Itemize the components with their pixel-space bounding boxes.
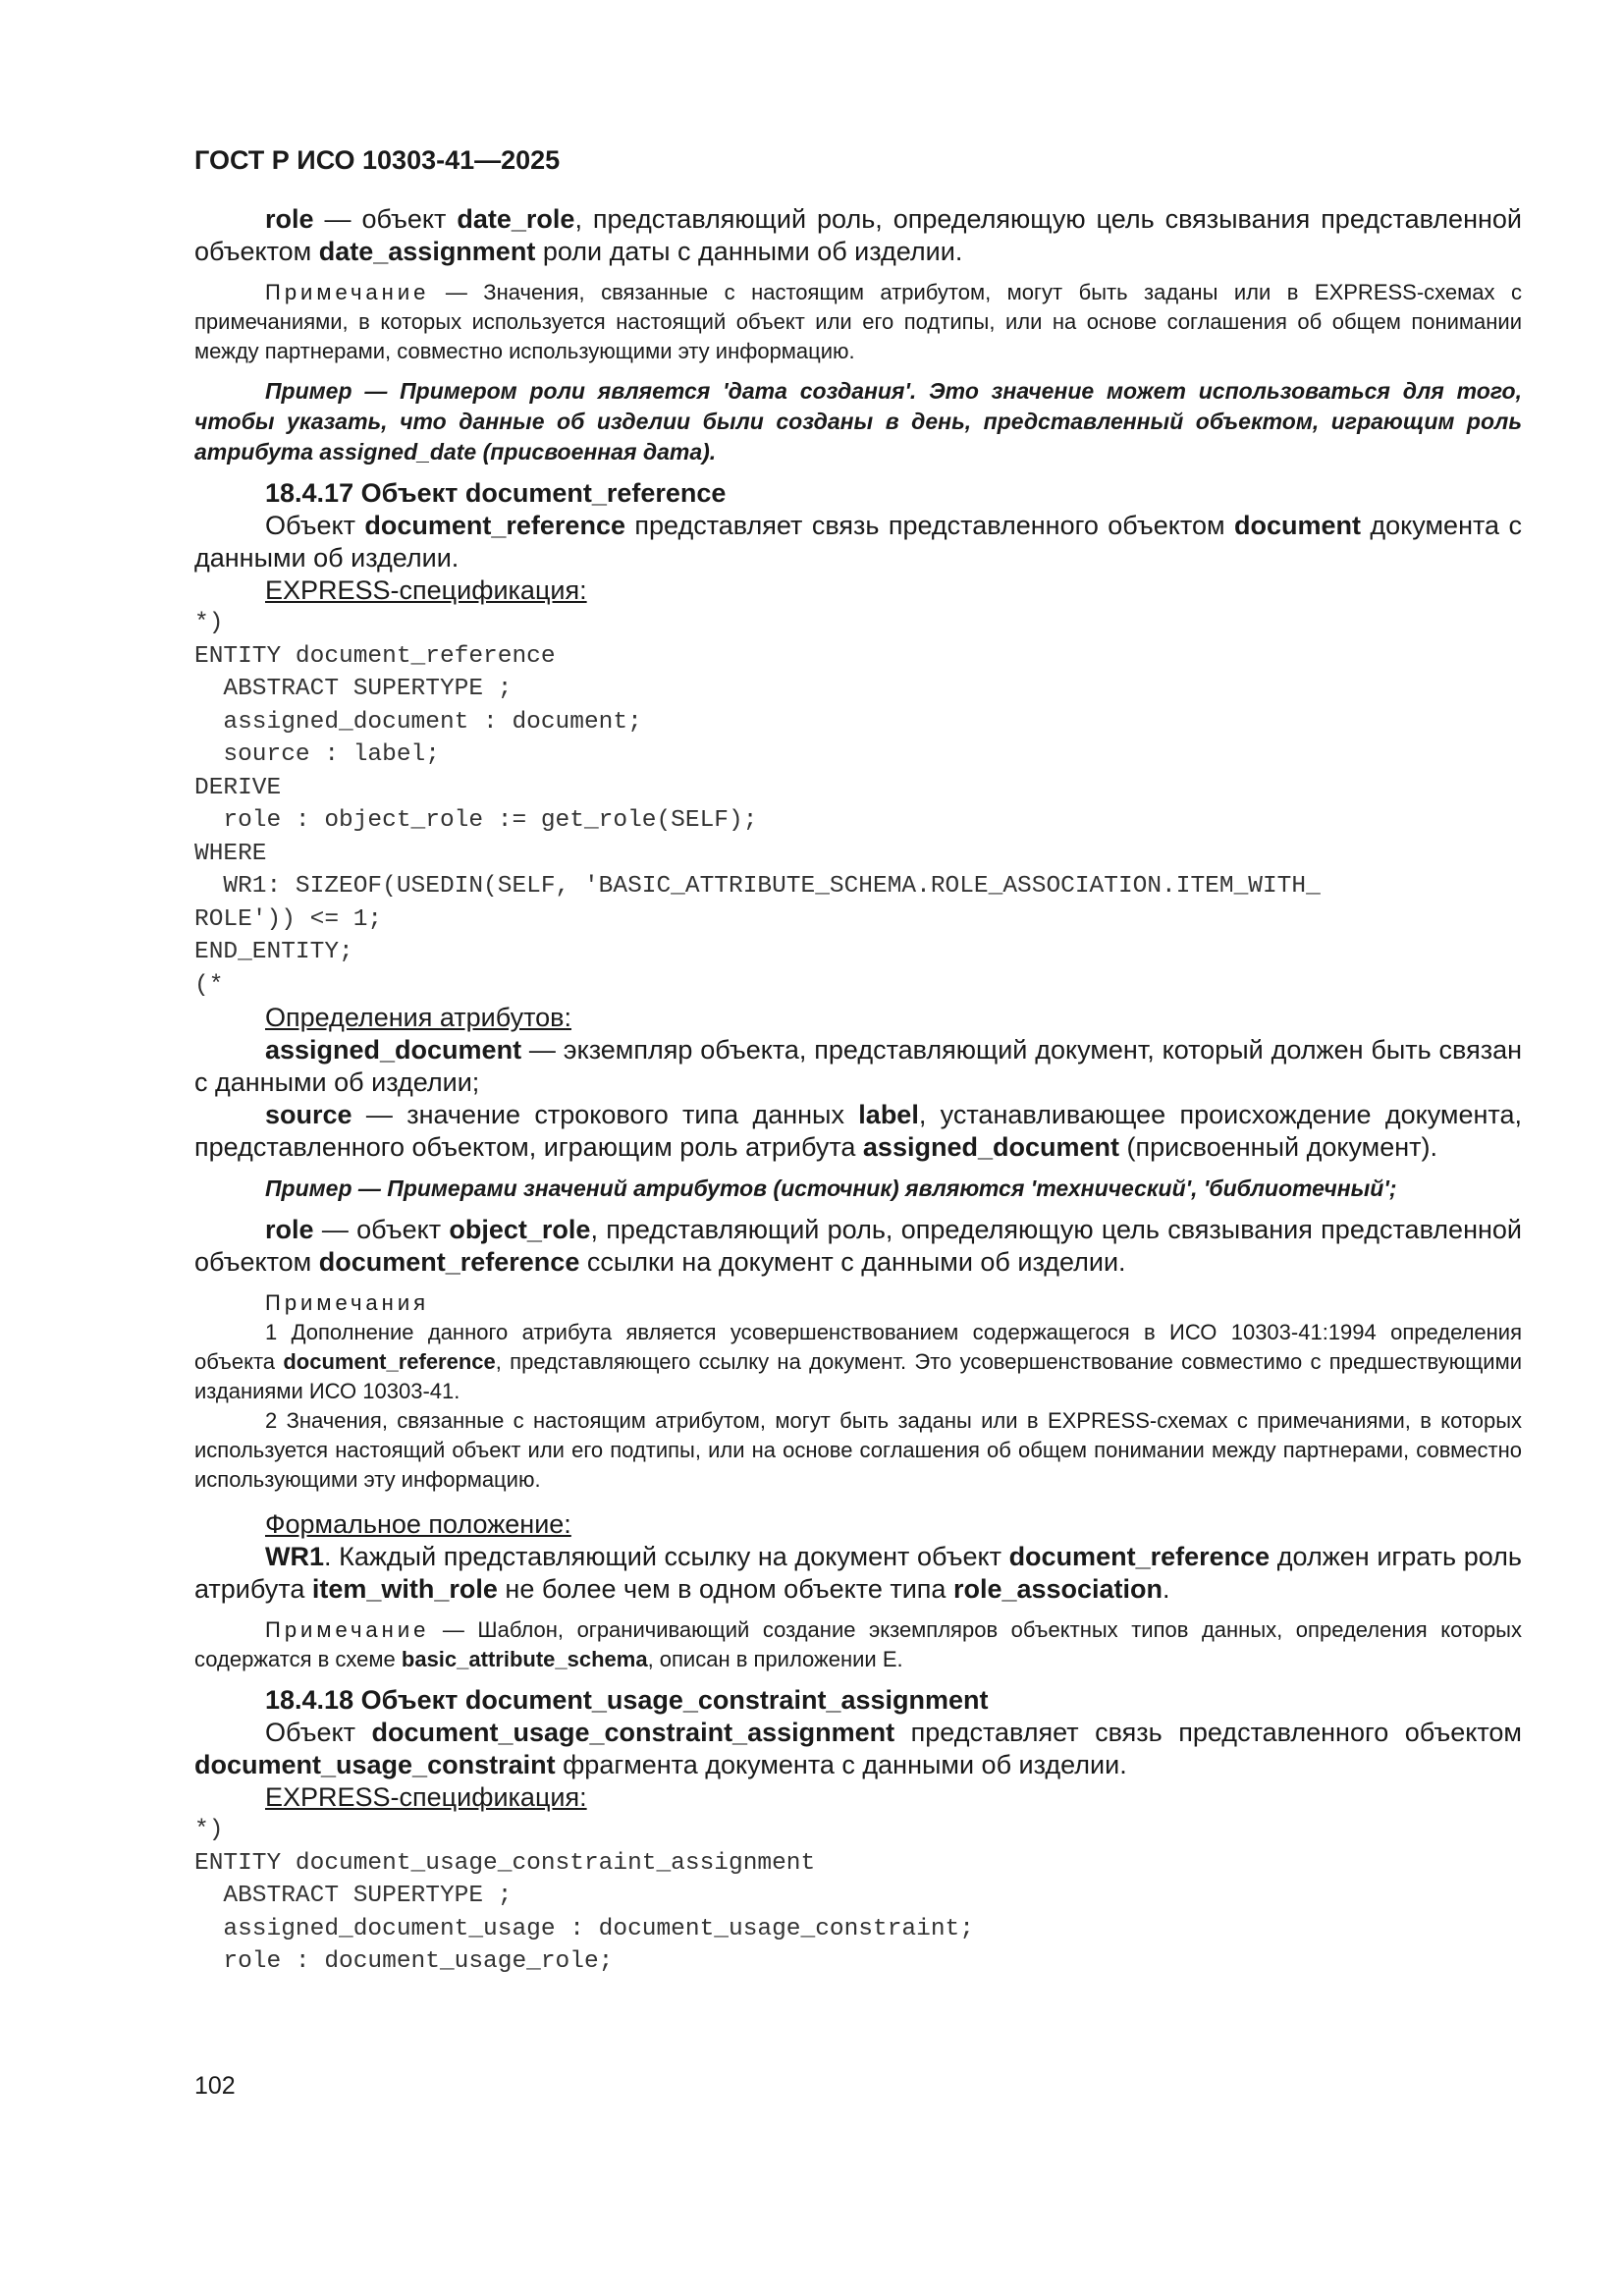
formal-proposition-wr1: WR1. Каждый представляющий ссылку на документ объект document_reference должен играть роль атрибута item_with_role не более чем в одном объекте типа role_association. (194, 1542, 1522, 1604)
note: Примечание — Шаблон, ограничивающий создание экземпляров объектных типов данных, определения которых содержатся в схеме basic_attribute_schema, описан в приложении E. (194, 1617, 1522, 1671)
express-code-block: *) ENTITY document_usage_constraint_assignment ABSTRACT SUPERTYPE ; assigned_document_usage : document_usage_constraint; role : document_usage_role; (194, 1817, 974, 1975)
document-header: ГОСТ Р ИСО 10303-41—2025 (194, 145, 561, 175)
section-heading-18-4-18: 18.4.18 Объект document_usage_constraint_assignment (265, 1685, 989, 1715)
attribute-source: source — значение строкового типа данных label, устанавливающее происхождение документа, представленного объектом, играющим роль атрибута assigned_document (присвоенный документ). (194, 1100, 1522, 1162)
note: Примечание — Значения, связанные с настоящим атрибутом, могут быть заданы или в EXPRESS-схемах с примечаниями, в которых используется настоящий объект или его подтипы, или на основе соглашения об общем понимании между партнерами, совместно использующими эту информацию. (194, 280, 1522, 363)
note-2: 2 Значения, связанные с настоящим атрибутом, могут быть заданы или в EXPRESS-схемах с примечаниями, в которых используется настоящий объект или его подтипы, или на основе соглашения об общем понимании между партнерами, совместно использующими эту информацию. (194, 1408, 1522, 1492)
notes-label: Примечания (265, 1290, 430, 1315)
attribute-definitions-label: Определения атрибутов: (265, 1003, 572, 1032)
express-spec-label: EXPRESS-спецификация: (265, 575, 587, 605)
attribute-role: role — объект object_role, представляющий роль, определяющую цель связывания представленной объектом document_reference ссылки на документ с данными об изделии. (194, 1215, 1522, 1277)
section-heading-18-4-17: 18.4.17 Объект document_reference (265, 478, 727, 508)
formal-proposition-label: Формальное положение: (265, 1509, 571, 1539)
section-intro: Объект document_usage_constraint_assignment представляет связь представленного объектом document_usage_constraint фрагмента документа с данными об изделии. (194, 1718, 1522, 1779)
express-spec-label: EXPRESS-спецификация: (265, 1782, 587, 1812)
document-page (194, 145, 1522, 1979)
attribute-assigned-document: assigned_document — экземпляр объекта, представляющий документ, который должен быть связан с данными об изделии; (194, 1035, 1522, 1097)
example: Пример — Примерами значений атрибутов (источник) являются 'технический', 'библиотечный'; (265, 1175, 1397, 1201)
express-code-block: *) ENTITY document_reference ABSTRACT SUPERTYPE ; assigned_document : document; source : label; DERIVE role : object_role := get_role(SELF); WHERE WR1: SIZEOF(USEDIN(SELF, 'BASIC_ATTRIBUTE_SCHEMA.ROLE_ASSOCIATION.ITEM_WITH_ ROLE')) <= 1; END_ENTITY; (* (194, 610, 1321, 999)
section-intro: Объект document_reference представляет связь представленного объектом document документа с данными об изделии. (194, 511, 1522, 573)
page-number: 102 (194, 2072, 236, 2100)
example: Пример — Примером роли является 'дата создания'. Это значение может использоваться для того, чтобы указать, что данные об изделии были созданы в день, представленный объектом, играющим роль атрибута assigned_date (присвоенная дата). (194, 378, 1522, 465)
note-1: 1 Дополнение данного атрибута является усовершенствованием содержащегося в ИСО 10303-41:1994 определения объекта document_reference, представляющего ссылку на документ. Это усовершенствование совместимо с предшествующими изданиями ИСО 10303-41. (194, 1320, 1522, 1403)
role-definition: role — объект date_role, представляющий роль, определяющую цель связывания представленной объектом date_assignment роли даты с данными об изделии. (194, 204, 1522, 266)
